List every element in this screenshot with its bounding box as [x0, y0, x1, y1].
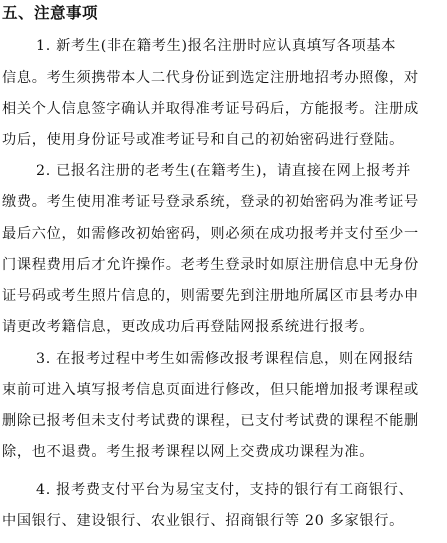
- paragraph-line: 门课程费用后才允许操作。老考生登录时如原注册信息中无身份: [2, 257, 419, 273]
- paragraph-line: 最后六位，如需修改初始密码，则必须在成功报考并支付至少一: [2, 226, 419, 242]
- paragraph-line: 证号码或考生照片信息的，则需要先到注册地所属区市县考办申: [2, 288, 419, 304]
- paragraph-line: 相关个人信息签字确认并取得准考证号码后，方能报考。注册成: [2, 101, 419, 117]
- paragraph-line: 功后，使用身份证号或准考证号和自己的初始密码进行登陆。: [2, 132, 404, 148]
- paragraph-line: 删除已报考但未支付考试费的课程，已支付考试费的课程不能删: [2, 413, 419, 429]
- paragraph-line: 信息。考生须携带本人二代身份证到选定注册地招考办照像，对: [2, 70, 419, 86]
- paragraph-line: 请更改考籍信息，更改成功后再登陆网报系统进行报考。: [2, 319, 375, 335]
- paragraph-line: 束前可进入填写报考信息页面进行修改，但只能增加报考课程或: [2, 382, 419, 398]
- paragraph-line: 3. 在报考过程中考生如需修改报考课程信息，则在网报结: [36, 351, 414, 367]
- paragraph-line: 1. 新考生(非在籍考生)报名注册时应认真填写各项基本: [36, 38, 397, 54]
- paragraph-line: 4. 报考费支付平台为易宝支付，支持的银行有工商银行、: [36, 482, 414, 498]
- paragraph-line: 2. 已报名注册的老考生(在籍考生)，请直接在网上报考并: [36, 163, 412, 179]
- paragraph-line: 除，也不退费。考生报考课程以网上交费成功课程为准。: [2, 444, 375, 460]
- paragraph-line: 缴费。考生使用准考证号登录系统，登录的初始密码为准考证号: [2, 194, 419, 210]
- paragraph-line: 中国银行、建设银行、农业银行、招商银行等 20 多家银行。: [2, 513, 405, 529]
- section-heading: 五、注意事项: [2, 4, 99, 22]
